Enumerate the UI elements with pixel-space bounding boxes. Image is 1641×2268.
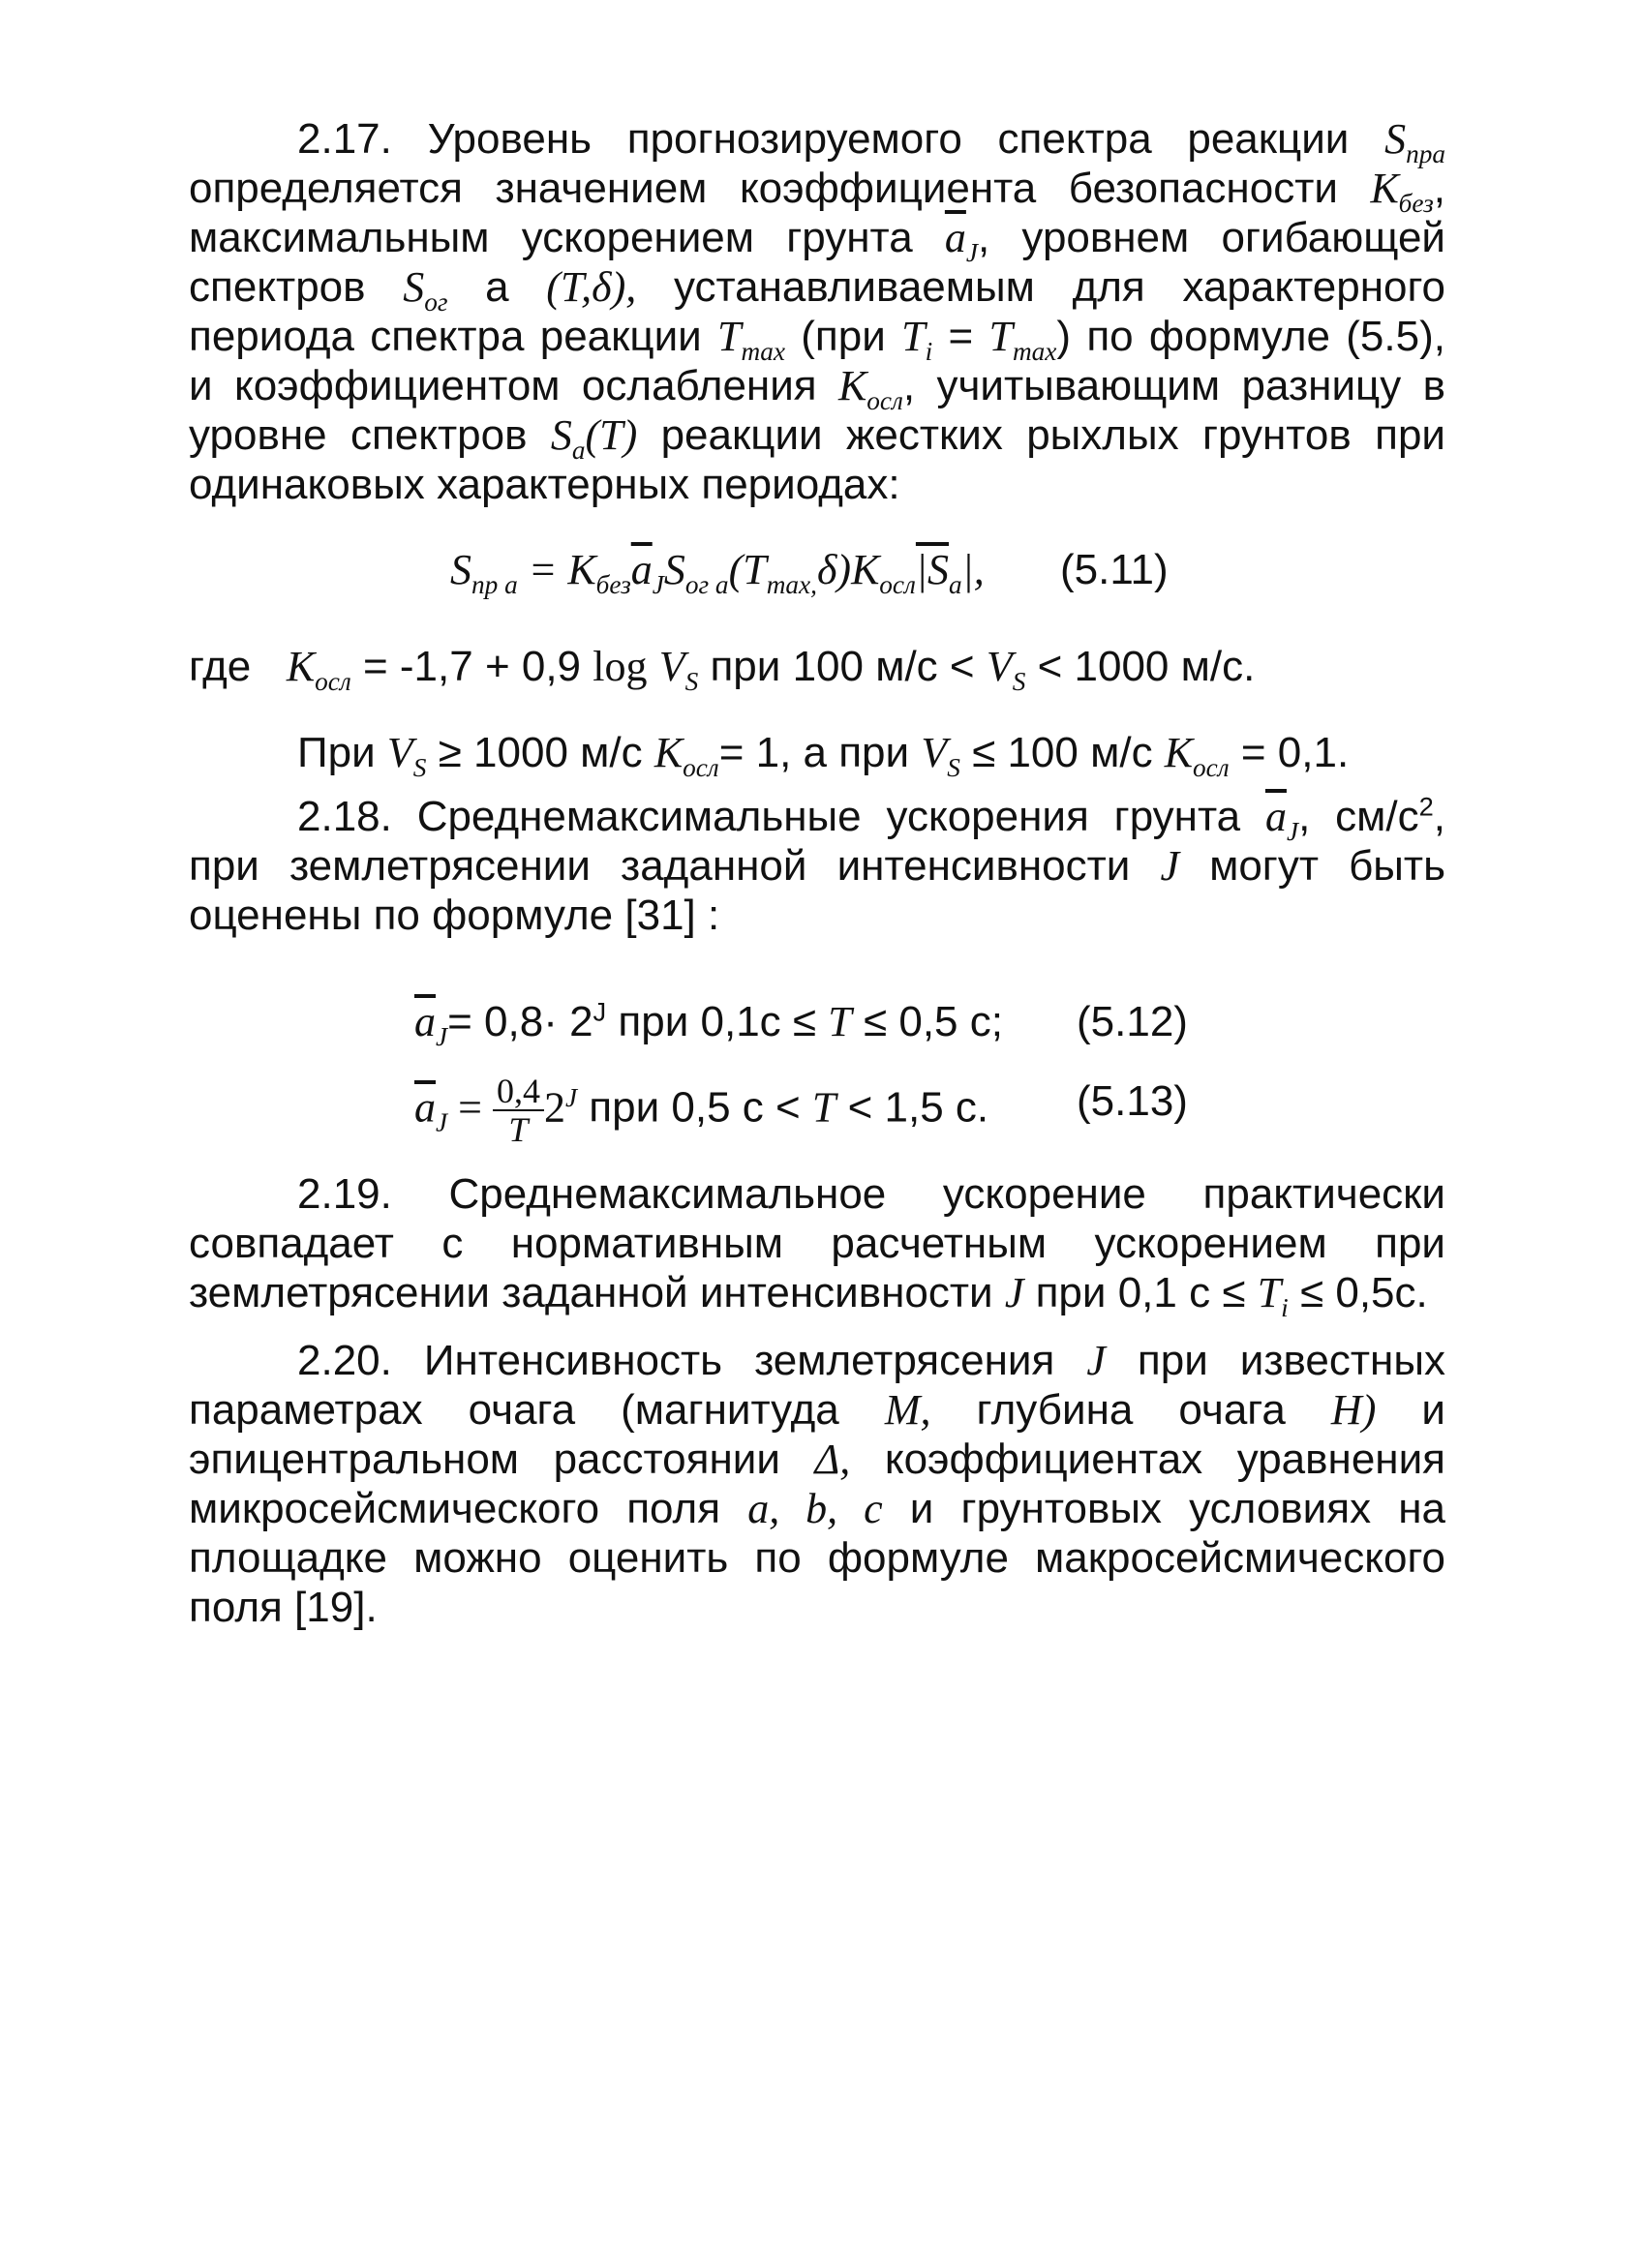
math-subscript: осл [879,569,916,599]
math-symbol: К [567,546,596,593]
text-run: , см/с [1298,793,1419,840]
math-subscript: J [652,569,664,599]
math-superscript: J [564,1082,578,1112]
text-run: спектров [189,263,404,311]
text-line: совпадает с нормативным расчетным ускорением при [189,1220,1445,1267]
text-run: < 1,5 с. [836,1083,989,1132]
math-subscript: max [741,336,785,366]
math-symbol: J [1004,1269,1024,1316]
text-line [189,262,1446,317]
text-line [189,361,1445,415]
text-line [189,1268,1445,1322]
math-symbol: К [838,362,867,409]
text-run: при 0,1с ≤ [606,998,829,1045]
text-run: = 0,1. [1229,729,1350,776]
where-line [189,642,1256,696]
math-symbol: T [901,313,926,360]
math-symbol: К [851,546,880,593]
math-subscript: a [571,435,586,465]
text-run: , уровнем огибающей [978,214,1446,261]
text-line: оценены по формуле [31] : [189,892,720,939]
text-run: где [189,643,252,690]
math-symbol: (T,δ), [546,263,637,311]
math-subscript: max, [766,569,817,599]
math-subscript: осл [1193,752,1230,782]
math-symbol: |, [961,546,985,593]
text-line [189,312,1445,366]
math-symbol: T [828,998,852,1045]
math-subscript: пра [1406,138,1445,168]
text-run: и коэффициентом ослабления [189,362,839,409]
math-symbol: M, [884,1386,931,1434]
math-symbol: log [593,643,648,690]
math-symbol: V [386,729,413,776]
math-symbol: V [986,643,1013,690]
math-symbol: (T) [585,411,638,459]
paragraph-2-18 [189,792,1445,940]
text-line: площадке можно оценить по формуле макросейсмического [189,1534,1445,1582]
math-superscript: 2 [1418,791,1434,822]
text-run: < 1000 м/с. [1025,643,1256,690]
math-subscript: ог [424,287,448,317]
text-line [189,410,1445,465]
text-run: параметрах очага (магнитуда [189,1386,885,1434]
math-symbol: $\overline{a}$ [414,998,436,1045]
math-superscript: J [593,996,607,1027]
math-symbol: Δ, [814,1436,851,1483]
math-symbol: $\overline{a}$ [1264,793,1287,840]
math-symbol: T [988,313,1013,360]
text-line [189,841,1445,891]
formula-number-5-13: (5.13) [1077,1077,1188,1125]
math-symbol: $\overline{a}$ [414,1083,436,1132]
math-symbol: δ) [816,546,852,593]
math-symbol: К [1164,729,1194,776]
formula-number-5-12: (5.12) [1077,998,1188,1045]
text-run: 2.17. Уровень прогнозируемого спектра реакции [297,115,1385,163]
math-subscript: J [1286,816,1299,846]
math-symbol: $\overline{a}$ [630,546,653,593]
text-run: ≤ 100 м/с [959,729,1165,776]
text-line [189,791,1445,846]
math-symbol: J [1160,842,1179,890]
math-subscript: i [925,336,933,366]
math-symbol: К [653,729,684,776]
math-subscript: осл [683,752,719,782]
paragraph-2-20 [189,1336,1445,1632]
text-run: и грунтовых условиях на [882,1485,1445,1532]
text-run: и [1376,1386,1445,1434]
text-run: (при [784,313,902,360]
formula-number-5-11: (5.11) [1060,546,1169,593]
text-line [189,213,1446,267]
text-run: максимальным ускорением грунта [189,214,945,261]
formula-5-13 [414,1073,988,1148]
text-run: , [1433,793,1445,840]
text-run: = [932,313,989,360]
math-subscript: S [947,752,960,782]
math-symbol: К [1370,165,1399,212]
text-run: землетрясении заданной интенсивности [189,1269,1005,1316]
fraction [493,1073,544,1148]
math-subscript: max [1012,336,1057,366]
text-run: определяется значением коэффициента безопасности [189,165,1371,212]
text-run: 2.20. Интенсивность землетрясения [297,1337,1087,1384]
math-subscript: S [684,666,699,696]
paragraph-2-19 [189,1169,1445,1322]
text-line: 2.19. Среднемаксимальное ускорение практически [297,1170,1445,1218]
math-subscript: без [1398,188,1434,218]
text-run: при 100 м/с < [698,643,987,690]
math-symbol: V [921,729,948,776]
math-subscript: J [436,1107,448,1137]
text-run: ≤ 0,5с. [1288,1269,1428,1316]
math-subscript: i [1281,1292,1289,1322]
text-run: эпицентральном расстоянии [189,1436,815,1483]
text-run: микросейсмического поля [189,1485,748,1532]
math-symbol: S [663,546,685,593]
fraction-denominator: T [508,1110,529,1149]
text-run: периода спектра реакции [189,313,718,360]
math-subscript: осл [315,666,351,696]
text-run: ) по формуле (5.5), [1056,313,1445,360]
text-run: ≤ 0,5 с; [851,998,1003,1045]
math-subscript: J [436,1021,448,1051]
math-symbol: = [517,546,568,593]
text-run: При [297,729,387,776]
math-symbol: T [717,313,742,360]
math-subscript: пр а [471,569,518,599]
text-run: реакции жестких рыхлых грунтов при [637,411,1445,459]
condition-line [297,728,1350,782]
text-line [189,1336,1445,1385]
math-symbol: S [403,263,425,311]
math-subscript: a [949,569,962,599]
math-symbol: S [1384,115,1407,163]
text-run: а [447,263,547,311]
text-run: уровне спектров [189,411,551,459]
text-run: коэффициентах уравнения [850,1436,1445,1483]
math-symbol: 2 [543,1083,565,1132]
math-symbol: J [1086,1337,1106,1384]
math-symbol: T [1257,1269,1282,1316]
fraction-numerator: 0,4 [493,1073,544,1111]
math-symbol: = [447,1083,493,1132]
text-run: , учитывающим разницу в [902,362,1445,409]
text-run: при 0,1 с ≤ [1023,1269,1258,1316]
text-run: = 0,8· 2 [447,998,593,1045]
math-symbol: |S [915,546,950,593]
math-subscript: S [1012,666,1026,696]
text-line [189,114,1445,168]
math-symbol: H) [1330,1386,1377,1434]
text-run: = 1, а при [718,729,922,776]
text-run: = -1,7 + 0,9 [350,643,593,690]
text-run: глубина очага [930,1386,1331,1434]
math-subscript: осл [866,385,903,415]
formula-5-12 [414,996,1003,1051]
math-symbol: $\overline{a}$ [944,214,966,261]
text-line: поля [19]. [189,1584,378,1631]
text-line [189,1484,1445,1533]
paragraph-2-17 [189,114,1445,509]
text-line [189,1385,1445,1435]
text-run: устанавливаемым для характерного [636,263,1446,311]
math-subscript: J [965,237,978,267]
text-run: ≥ 1000 м/с [426,729,654,776]
formula-5-11 [450,545,985,599]
math-symbol: a, b, c [747,1485,883,1532]
math-symbol: К [286,643,316,690]
text-line [189,164,1445,218]
text-run: , [1433,165,1445,212]
text-line [189,1435,1445,1484]
text-run: 2.18. Среднемаксимальные ускорения грунта [297,793,1265,840]
math-subscript: S [412,752,427,782]
text-run: при землетрясении заданной интенсивности [189,842,1161,890]
text-run: при 0,5 с < [577,1083,812,1132]
math-symbol: (T [728,546,767,593]
text-run: при известных [1105,1337,1445,1384]
math-subscript: без [595,569,631,599]
math-symbol: T [811,1083,836,1132]
math-symbol: S [450,546,471,593]
text-run: могут быть [1178,842,1445,890]
math-symbol: S [550,411,572,459]
text-line: одинаковых характерных периодах: [189,461,900,508]
math-symbol: V [658,643,685,690]
math-subscript: ог а [684,569,729,599]
